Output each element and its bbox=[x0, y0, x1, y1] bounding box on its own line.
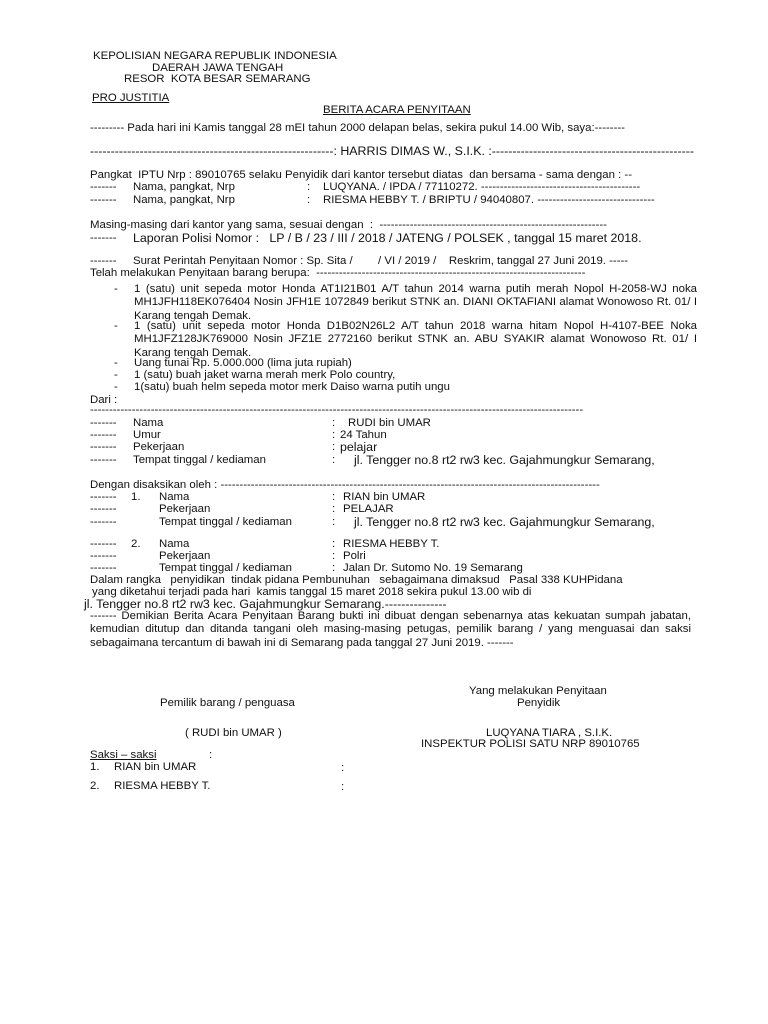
dash: ------- bbox=[90, 454, 117, 466]
officer-line: -----------------------------------------------------------: HARRIS DIMAS W., S.I.K. :------------------------------------------------- bbox=[90, 144, 694, 158]
witness-intro: Dengan disaksikan oleh : ---------------------------------------------------------------------------------------------------- bbox=[90, 479, 600, 491]
masing-line: Masing-masing dari kantor yang sama, sesuai dengan : ------------------------------------------------------------ bbox=[90, 219, 607, 231]
owner-signature-name: ( RUDI bin UMAR ) bbox=[185, 727, 282, 739]
seized-item: 1 (satu) buah jaket warna merah merk Polo country, bbox=[134, 369, 396, 381]
witness-sign-name: RIESMA HEBBY T. bbox=[114, 780, 211, 792]
witness-sign-number: 2. bbox=[90, 780, 100, 792]
seized-item: 1 (satu) unit sepeda motor Honda AT1I21B01 A/T tahun 2014 warna putih merah Nopol H-2058-WJ noka MH1JFH118EK076404 Nosin JFH1E 1072849 berikut STNK an. DIANI OKTAFIANI alamat Wonowoso Rt. 01/ I Karang tengah Demak. bbox=[134, 283, 697, 322]
dash: ------- bbox=[90, 417, 117, 429]
colon: : bbox=[332, 516, 336, 528]
companion-value: RIESMA HEBBY T. / BRIPTU / 94040807. ------------------------------- bbox=[323, 194, 655, 206]
colon: : bbox=[307, 194, 311, 206]
colon: : bbox=[332, 550, 336, 562]
dash: ------- bbox=[90, 562, 117, 574]
intro-line: --------- Pada hari ini Kamis tanggal 28 mEI tahun 2000 delapan belas, sekira pukul 14.00 Wib, saya:-------- bbox=[90, 122, 625, 134]
colon: : bbox=[332, 491, 336, 503]
owner-address: jl. Tengger no.8 rt2 rw3 kec. Gajahmungkur Semarang, bbox=[354, 453, 655, 467]
witness-label: Nama bbox=[159, 491, 190, 503]
dash: ------- bbox=[90, 538, 117, 550]
witness-address: Jalan Dr. Sutomo No. 19 Semarang bbox=[343, 562, 523, 574]
document-title: BERITA ACARA PENYITAAN bbox=[323, 104, 471, 116]
header-region: DAERAH JAWA TENGAH bbox=[152, 62, 284, 74]
owner-name: RUDI bin UMAR bbox=[348, 417, 431, 429]
witness-occupation: PELAJAR bbox=[343, 503, 394, 515]
dash: ------- bbox=[90, 181, 117, 193]
colon: : bbox=[332, 538, 336, 550]
witness-address: jl. Tengger no.8 rt2 rw3 kec. Gajahmungkur Semarang, bbox=[354, 515, 655, 529]
bullet: - bbox=[114, 357, 118, 369]
seized-item: 1 (satu) unit sepeda motor Honda D1B02N26L2 A/T tahun 2018 warna hitam Nopol H-4107-BEE Noka MH1JFZ128JK769000 Nosin JFZ1E 2772160 berikut STNK an. ABU SYAKIR alamat Wonowoso Rt. 01/ I Karang tengah Demak. bbox=[134, 320, 697, 359]
investigator-name: LUQYANA TIARA , S.I.K. bbox=[486, 727, 613, 739]
witness-occupation: Polri bbox=[343, 550, 366, 562]
dash: ------- bbox=[90, 255, 117, 267]
witness-name: RIESMA HEBBY T. bbox=[343, 538, 440, 550]
witnesses-label: Saksi – saksi bbox=[90, 749, 157, 761]
witness-number: 2. bbox=[131, 538, 141, 550]
colon: : bbox=[332, 503, 336, 515]
witness-sign-number: 1. bbox=[90, 761, 100, 773]
dash: ------- bbox=[90, 194, 117, 206]
companion-label: Nama, pangkat, Nrp bbox=[133, 194, 235, 206]
witness-number: 1. bbox=[131, 491, 141, 503]
witness-sign-name: RIAN bin UMAR bbox=[114, 761, 197, 773]
bullet: - bbox=[114, 320, 118, 332]
colon: : bbox=[341, 762, 345, 774]
colon: : bbox=[332, 429, 336, 441]
colon: : bbox=[332, 417, 336, 429]
dash: ------- bbox=[90, 516, 117, 528]
investigator-title: Yang melakukan Penyitaan bbox=[469, 685, 607, 697]
seized-item: Uang tunai Rp. 5.000.000 (lima juta rupiah) bbox=[134, 357, 352, 369]
investigator-subtitle: Penyidik bbox=[517, 697, 561, 709]
owner-age: 24 Tahun bbox=[340, 429, 387, 441]
seized-item: 1(satu) buah helm sepeda motor merk Daiso warna putih ungu bbox=[134, 381, 450, 393]
telah-line: Telah melakukan Penyitaan barang berupa: ----------------------------------------------------------------------- bbox=[90, 267, 586, 279]
owner-label: Tempat tinggal / kediaman bbox=[133, 454, 266, 466]
surat-perintah: Surat Perintah Penyitaan Nomor : Sp. Sita / / VI / 2019 / Reskrim, tanggal 27 Juni 2019. ----- bbox=[133, 255, 629, 267]
colon: : bbox=[332, 441, 336, 453]
witness-name: RIAN bin UMAR bbox=[343, 491, 426, 503]
dash: ------- bbox=[90, 550, 117, 562]
companion-value: LUQYANA. / IPDA / 77110272. ------------------------------------------ bbox=[323, 181, 641, 193]
owner-occupation: pelajar bbox=[340, 440, 378, 454]
dash: ------- bbox=[90, 232, 117, 244]
context-line: Dalam rangka penyidikan tindak pidana Pembunuhan sebagaimana dimaksud Pasal 338 KUHPidana bbox=[90, 574, 623, 586]
closing-paragraph: ------- Demikian Berita Acara Penyitaan Barang bukti ini dibuat dengan sebenarnya atas kekuatan sumpah jabatan, kemudian ditutup dan ditanda tangani oleh masing-masing petugas, pemilik barang / yang menguasai dan saksi sebagaimana tercantum di bawah ini di Semarang pada tanggal 27 Juni 2019. ------- bbox=[90, 610, 691, 649]
context-address: jl. Tengger no.8 rt2 rw3 kec. Gajahmungkur Semarang.--------------- bbox=[84, 597, 447, 611]
colon: : bbox=[332, 562, 336, 574]
bullet: - bbox=[114, 369, 118, 381]
laporan-polisi: Laporan Polisi Nomor : LP / B / 23 / III / 2018 / JATENG / POLSEK , tanggal 15 maret 2018. bbox=[133, 231, 642, 245]
dash: ------- bbox=[90, 503, 117, 515]
owner-label: Umur bbox=[133, 429, 161, 441]
colon: : bbox=[332, 454, 336, 466]
owner-label: Nama bbox=[133, 417, 164, 429]
pro-justitia: PRO JUSTITIA bbox=[92, 92, 170, 104]
dari-rule: ---------------------------------------------------------------------------------------------------------------------------------- bbox=[90, 404, 584, 416]
context-line: yang diketahui terjadi pada hari kamis tanggal 15 maret 2018 sekira pukul 13.00 wib di bbox=[92, 586, 532, 598]
witness-label: Tempat tinggal / kediaman bbox=[159, 562, 292, 574]
investigator-rank: INSPEKTUR POLISI SATU NRP 89010765 bbox=[421, 738, 640, 750]
bullet: - bbox=[114, 381, 118, 393]
colon: : bbox=[209, 749, 213, 761]
dash: ------- bbox=[90, 491, 117, 503]
header-resort: RESOR KOTA BESAR SEMARANG bbox=[124, 73, 311, 85]
dash: ------- bbox=[90, 441, 117, 453]
colon: : bbox=[341, 781, 345, 793]
owner-label: Pekerjaan bbox=[133, 441, 185, 453]
dari-label: Dari : bbox=[90, 394, 118, 406]
witness-label: Pekerjaan bbox=[159, 550, 211, 562]
witness-label: Pekerjaan bbox=[159, 503, 211, 515]
witness-label: Nama bbox=[159, 538, 190, 550]
dash: ------- bbox=[90, 429, 117, 441]
companion-label: Nama, pangkat, Nrp bbox=[133, 181, 235, 193]
witness-label: Tempat tinggal / kediaman bbox=[159, 516, 292, 528]
colon: : bbox=[307, 181, 311, 193]
bullet: - bbox=[114, 283, 118, 295]
rank-line: Pangkat IPTU Nrp : 89010765 selaku Penyidik dari kantor tersebut diatas dan bersama - sama dengan : -- bbox=[90, 169, 632, 181]
header-institution: KEPOLISIAN NEGARA REPUBLIK INDONESIA bbox=[93, 50, 337, 62]
owner-signature-title: Pemilik barang / penguasa bbox=[160, 697, 295, 709]
